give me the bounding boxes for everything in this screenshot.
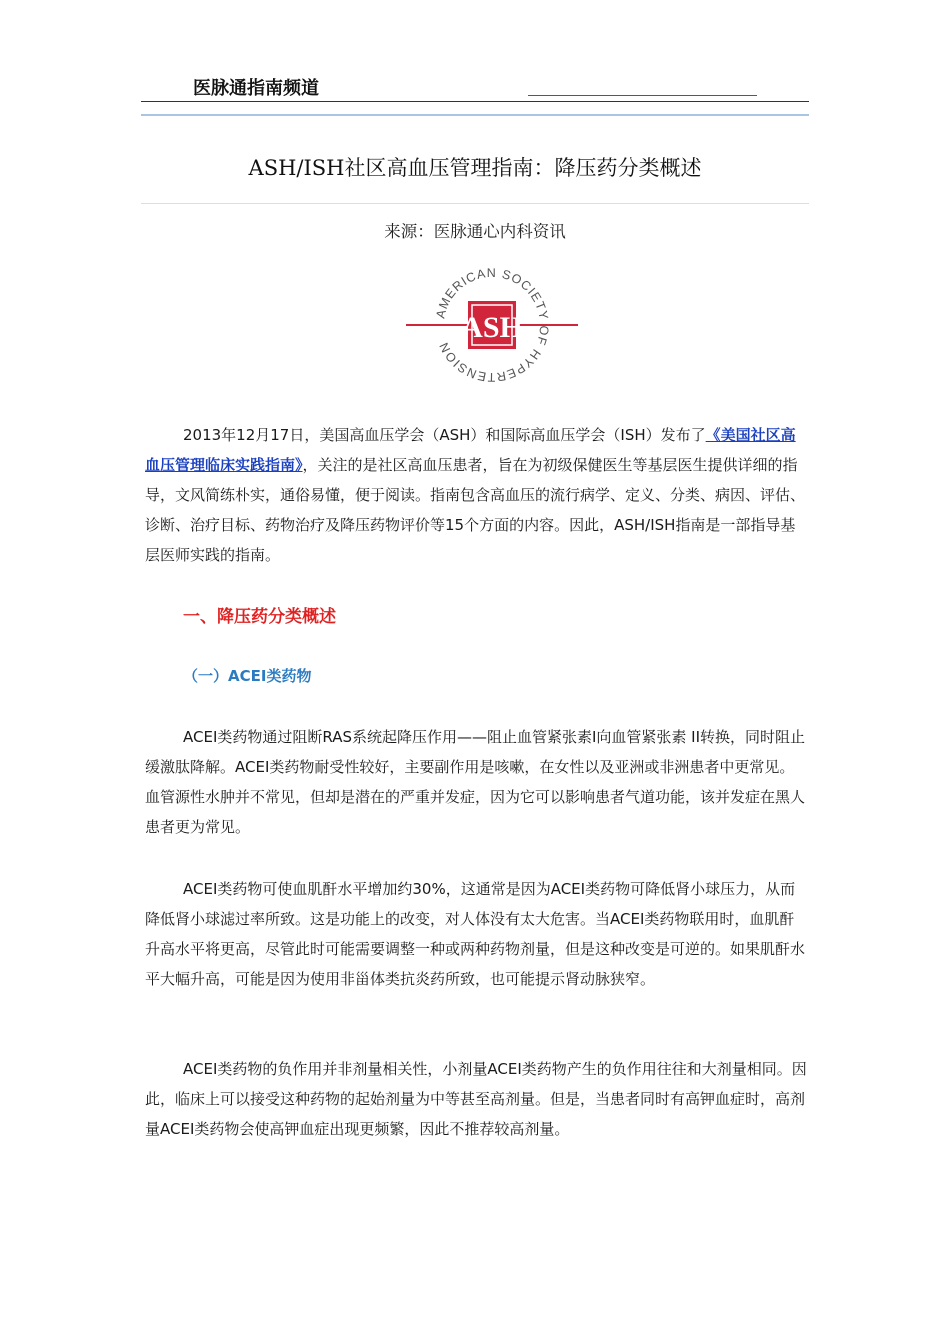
body-paragraph-2: ACEI类药物可使血肌酐水平增加约30%，这通常是因为ACEI类药物可降低肾小球压力，从而降低肾小球滤过率所致。这是功能上的改变，对人体没有太大危害。当ACEI类药物联用时，血肌酐升高水平将更高，尽管此时可能需要调整一种或两种药物剂量，但是这种改变是可逆的。如果肌酐水平大幅升高，可能是因为使用非甾体类抗炎药所致，也可能提示肾动脉狭窄。	[145, 880, 806, 988]
ash-logo	[404, 258, 580, 392]
header-brand: 医脉通指南频道	[193, 78, 319, 99]
logo-ring-text: AMERICAN SOCIETY OF HYPERTENSION	[433, 265, 552, 385]
header-divider	[141, 101, 809, 102]
guideline-link[interactable]: 《美国社区高血压管理临床实践指南》	[145, 426, 796, 474]
header-divider-blue	[141, 114, 809, 116]
body-paragraph-1: ACEI类药物通过阻断RAS系统起降压作用——阻止血管紧张素I向血管紧张素 II转换，同时阻止缓激肽降解。ACEI类药物耐受性较好，主要副作用是咳嗽，在女性以及亚洲或非洲患者中更常见。血管源性水肿并不常见，但却是潜在的严重并发症，因为它可以影响患者气道功能，该并发症在黑人患者更为常见。	[145, 728, 806, 836]
subsection-heading: （一）ACEI类药物	[183, 667, 312, 685]
article-source: 来源：医脉通心内科资讯	[384, 222, 566, 241]
body-paragraph-3: ACEI类药物的负作用并非剂量相关性，小剂量ACEI类药物产生的负作用往往和大剂量相同。因此，临床上可以接受这种药物的起始剂量为中等甚至高剂量。但是，当患者同时有高钾血症时，高剂量ACEI类药物会使高钾血症出现更频繁，因此不推荐较高剂量。	[145, 1060, 807, 1138]
logo-initials: ASH	[461, 311, 523, 344]
intro-paragraph: 2013年12月17日，美国高血压学会（ASH）和国际高血压学会（ISH）发布了《美国社区高血压管理临床实践指南》，关注的是社区高血压患者，旨在为初级保健医生等基层医生提供详细的指导，文风简练朴实，通俗易懂，便于阅读。指南包含高血压的流行病学、定义、分类、病因、评估、诊断、治疗目标、药物治疗及降压药物评价等15个方面的内容。因此，ASH/ISH指南是一部指导基层医师实践的指南。	[145, 426, 806, 564]
article-title: ASH/ISH社区高血压管理指南：降压药分类概述	[248, 156, 702, 180]
header-link-underline[interactable]	[528, 95, 757, 96]
title-divider	[141, 203, 809, 204]
section-heading: 一、降压药分类概述	[183, 607, 336, 627]
